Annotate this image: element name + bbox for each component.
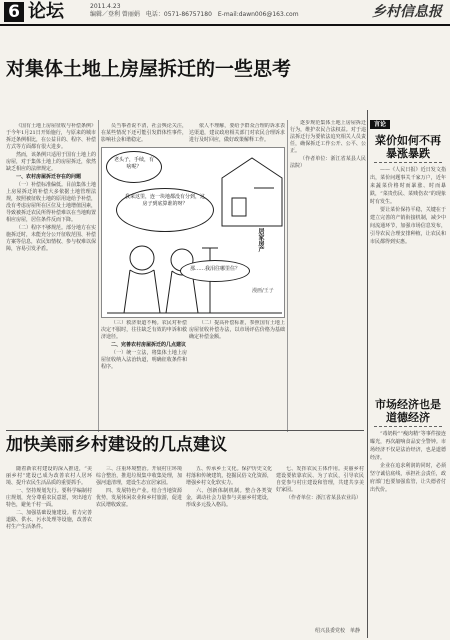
article-2-column-4 bbox=[276, 466, 364, 626]
sidebar-headline-2: 市场经济也是道德经济 bbox=[375, 398, 441, 424]
paragraph: （一）统一立法，将集体土地上房屋征收纳入法治轨道，明确征收条件和程序。 bbox=[101, 350, 187, 370]
paragraph: 企业在追求利润的同时，必须坚守诚信底线，承担社会责任，政府部门也要加强监管，让失德者付出代价。 bbox=[370, 463, 446, 493]
paragraph: 二、加强基础设施建设。着力完善道路、供水、污水处理等设施，改善农村生产生活条件。 bbox=[6, 510, 92, 530]
page-number: 6 bbox=[4, 2, 24, 22]
paragraph: 要让菜价保持平稳，关键在于建立完善的产销衔接机制，减少中间流通环节，加强市场信息发布，引导农民合理安排种植，让农民和市民都得到实惠。 bbox=[370, 207, 446, 245]
house-door bbox=[232, 198, 246, 216]
divider bbox=[374, 162, 442, 163]
article-1-column-1 bbox=[6, 123, 96, 473]
article-2-column-1 bbox=[6, 466, 92, 636]
newspaper-logo: 乡村信息报 bbox=[372, 4, 442, 20]
paragraph: （二）提高补偿标准，参照国有土地上房屋征收补偿办法，以市场评估价格为基础确定补偿金额。 bbox=[189, 320, 285, 340]
sidebar-headline-1: 菜价如何不再暴涨暴跌 bbox=[375, 134, 441, 160]
issue-date: 2011.4.23 bbox=[90, 3, 121, 10]
sidebar-divider bbox=[367, 110, 368, 638]
paragraph: 四、发展特色产业。结合当地资源优势，发展休闲农业和乡村旅游，促进农民增收致富。 bbox=[96, 488, 182, 508]
article-1-column-2-top bbox=[101, 123, 187, 145]
subheading: 二、完善农村房屋拆迁的几点建议 bbox=[111, 342, 187, 348]
section-name: 论坛 bbox=[28, 1, 64, 22]
speech-bubble-1: 老头子，手续，有啥呢？ bbox=[106, 151, 162, 183]
paragraph: 逐步规范集体土地上房屋拆迁行为，维护农民合法权益。对于违法拆迁行为要依法追究相关人员责任，确保拆迁工作公开、公平、公正。 bbox=[290, 120, 366, 154]
paragraph: 七、发挥农民主体作用。美丽乡村建设要依靠农民、为了农民，引导农民自觉参与村庄建设和管理，共建共享美好家园。 bbox=[276, 466, 364, 493]
paragraph: 一、坚持规划先行。要科学编制村庄规划，充分尊重农民意愿，突出地方特色，避免千村一面。 bbox=[6, 488, 92, 508]
editorial-cartoon bbox=[101, 147, 285, 318]
paragraph: 员当事者说不清，社会舆论关注，在某些情况下还可能引发群体性事件，影响社会和谐稳定。 bbox=[101, 123, 187, 143]
article-2-column-3 bbox=[186, 466, 272, 636]
paragraph: 《国有土地上房屋征收与补偿条例》于今年1月21日开始施行，与原来的城市拆迁条例相比，在公益目的、程序、补偿方式等方面都有很大进步。 bbox=[6, 123, 96, 150]
column-divider bbox=[98, 120, 99, 432]
author-line: （作者单位：浙江省某县人民法院） bbox=[290, 156, 366, 169]
paragraph: （一）补偿标准偏低。目前集体土地上房屋拆迁的补偿大多依据土地管理法规，按照被征收土地的原用途给予补偿，没有考虑房屋所在区位及土地增值因素，导致被拆迁农民所得补偿难以在当地购置相应房屋，居住条件反而下降。 bbox=[6, 182, 96, 223]
sidebar-body-2 bbox=[370, 430, 446, 634]
header-rule bbox=[0, 24, 450, 26]
old-man-head bbox=[130, 246, 154, 270]
paragraph: 随着新农村建设的深入推进，“美丽乡村”建设已成为改善农村人居环境、提升农民生活品质的重要抓手。 bbox=[6, 466, 92, 486]
sidebar-tag: 言论 bbox=[370, 120, 390, 129]
editor-contact: 编辑／登利 曾丽娟 电话：0571-86757180 E-mail:dawn006@163.com bbox=[90, 11, 299, 18]
article-2-headline: 加快美丽乡村建设的几点建议 bbox=[6, 435, 227, 455]
paragraph: 然而，该条例只适用于国有土地上的房屋，对于集体土地上的房屋拆迁，依然缺乏相应的法律规定。 bbox=[6, 152, 96, 172]
paragraph: （作者单位：浙江省某县农业局） bbox=[286, 495, 362, 501]
article-2-column-2 bbox=[96, 466, 182, 636]
subheading: 一、农村房屋拆迁存在的问题 bbox=[16, 174, 82, 180]
sidebar-body-1 bbox=[370, 166, 446, 388]
page-header bbox=[0, 0, 450, 26]
paragraph: “毒奶粉”“瘦肉精”等事件接连曝光，再次敲响食品安全警钟。市场经济不仅是法治经济，也是道德经济。 bbox=[370, 431, 446, 461]
column-divider bbox=[287, 120, 288, 432]
cartoon-sign: 居家房产 bbox=[257, 228, 264, 252]
article-2-author: 绍兴县委党校 单静 bbox=[314, 628, 360, 634]
cartoon-signature: 漫画/王子 bbox=[252, 288, 274, 294]
article-1-column-4 bbox=[290, 120, 366, 280]
paragraph: ——《人民日报》近日发文指出，菜价问题事关千家万户，近年来蔬菜价格时而暴涨、时而暴跌，“菜贵伤民、菜贱伤农”的现象时有发生。 bbox=[370, 167, 446, 205]
divider bbox=[374, 426, 442, 427]
section-rule bbox=[6, 430, 364, 431]
speech-bubble-2: 我来这里，连一块地都没有分到，这房子到底算谁的呀？ bbox=[116, 188, 214, 232]
article-1-headline: 对集体土地上房屋拆迁的一些思考 bbox=[6, 58, 292, 80]
article-1-column-3-top bbox=[189, 123, 285, 145]
paragraph: 六、创新体制机制。整合各类资金，调动社会力量参与美丽乡村建设，形成多元投入格局。 bbox=[186, 488, 272, 508]
speech-bubble-3: 那……我泪往哪里住？ bbox=[180, 260, 250, 282]
house-outline bbox=[222, 158, 282, 226]
paragraph: 五、传承乡土文化。保护历史文化村落和传统建筑，挖掘民俗文化资源，增强乡村文化软实力。 bbox=[186, 466, 272, 486]
paragraph: （二）程序不够规范。部分地方在实施拆迁时，未能充分公开征收范围、补偿方案等信息，农民知情权、参与权难以保障，容易引发矛盾。 bbox=[6, 225, 96, 252]
article-1-column-3-bottom bbox=[189, 320, 285, 432]
paragraph: 三、注重环境整治。开展村庄环境综合整治，推进垃圾集中收集处理，加强河道清理，建设生态宜居家园。 bbox=[96, 466, 182, 486]
commentary-sidebar bbox=[370, 120, 446, 634]
paragraph: 依人不理解，要给予群众合理的诉求表达渠道，建议政府相关部门对农民合理诉求进行及时回应，做好政策解释工作。 bbox=[189, 123, 285, 143]
old-man-body bbox=[124, 270, 160, 313]
paragraph: （三）救济渠道不畅。农民对补偿决定不服时，往往缺乏有效的申诉和救济途径。 bbox=[101, 320, 187, 340]
article-1-column-2-bottom bbox=[101, 320, 187, 432]
